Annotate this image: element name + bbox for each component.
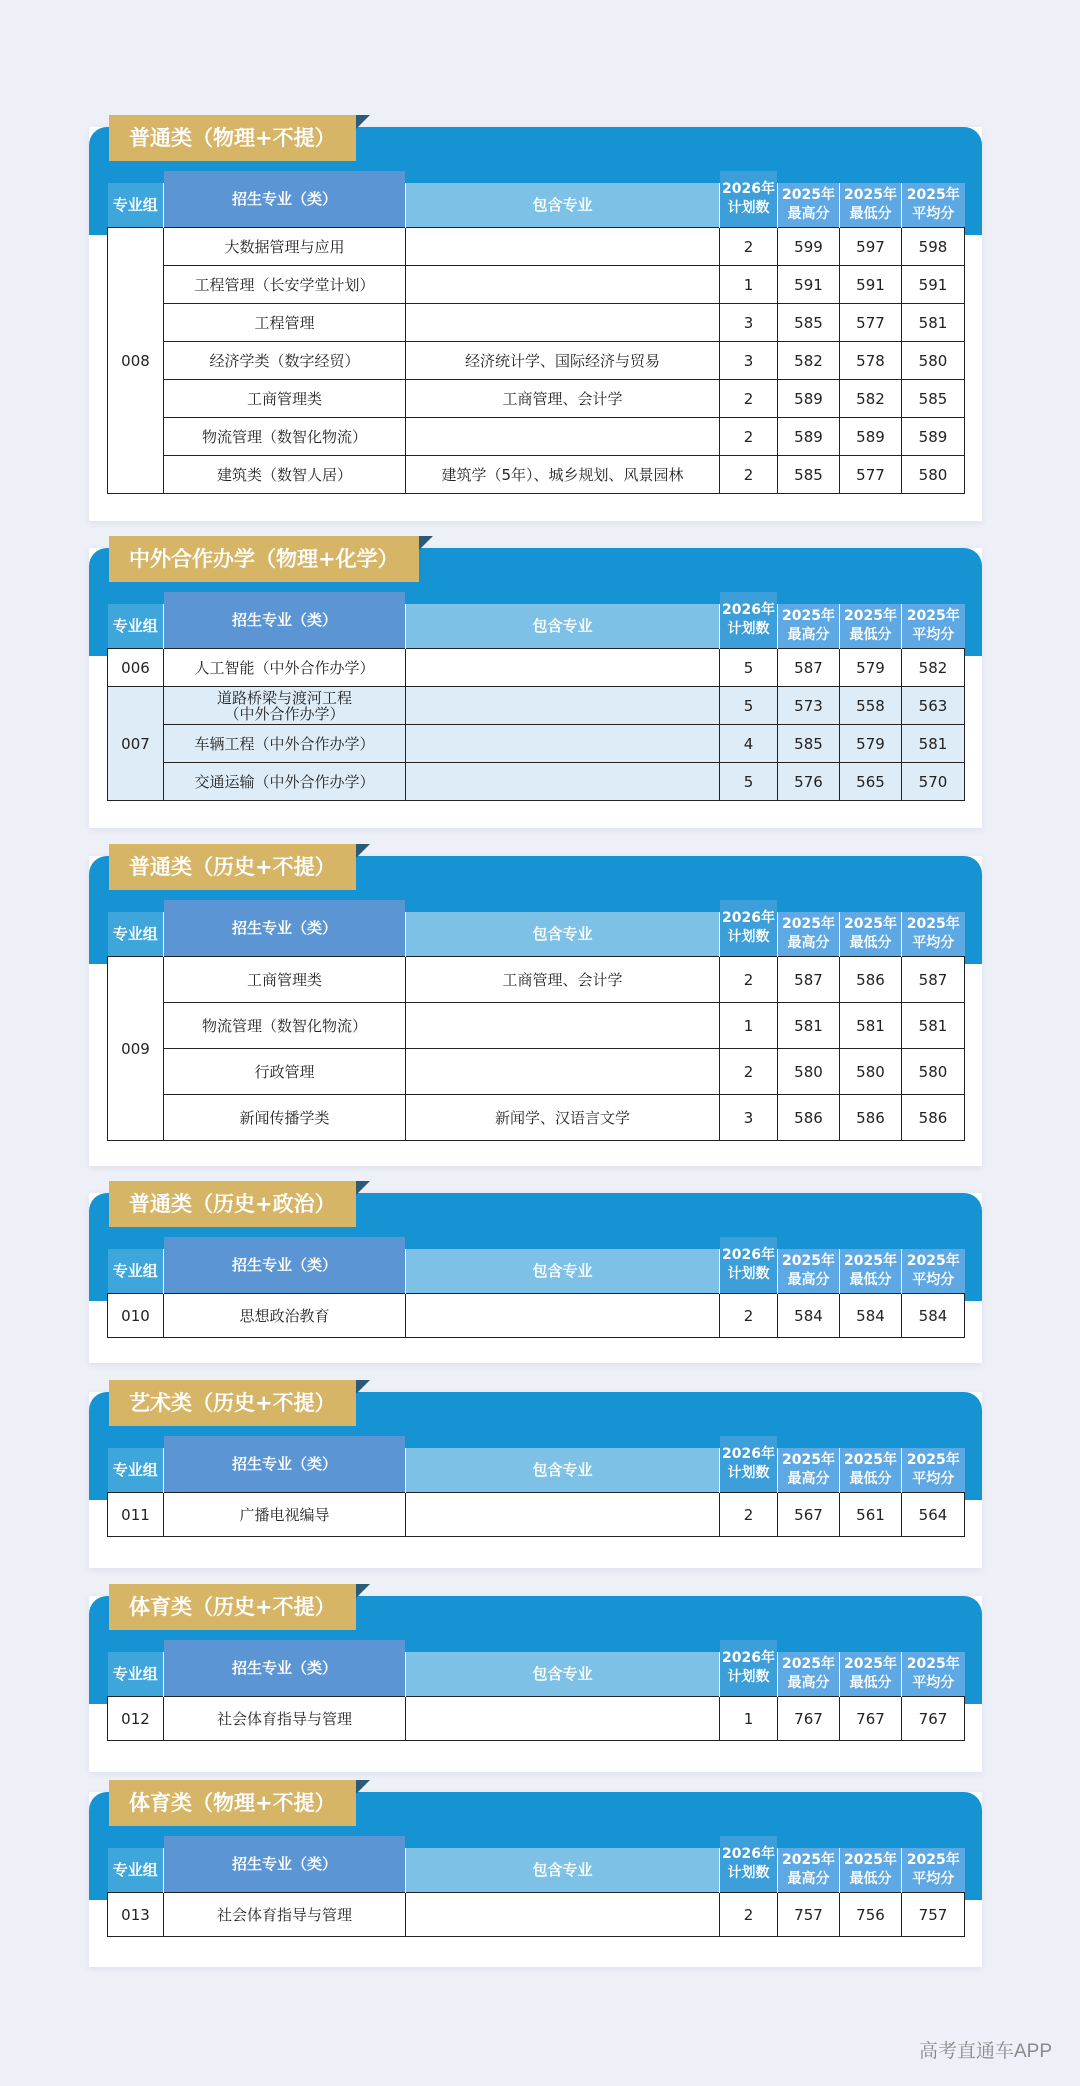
header-include: 包含专业 <box>406 912 720 957</box>
major-cell: 建筑类（数智人居） <box>164 456 406 494</box>
include-cell <box>406 1294 720 1338</box>
header-major: 招生专业（类） <box>164 1848 406 1893</box>
header-include: 包含专业 <box>406 1249 720 1294</box>
min-score-cell: 577 <box>840 456 902 494</box>
avg-score-cell: 587 <box>902 957 965 1003</box>
avg-score-cell: 585 <box>902 380 965 418</box>
major-cell: 工商管理类 <box>164 957 406 1003</box>
header-max: 2025年 最高分 <box>778 1249 840 1294</box>
max-score-cell: 589 <box>778 380 840 418</box>
header-min: 2025年 最低分 <box>840 1249 902 1294</box>
major-cell: 行政管理 <box>164 1049 406 1095</box>
score-table <box>107 912 965 1141</box>
header-group: 专业组 <box>108 1848 164 1893</box>
avg-score-cell: 581 <box>902 725 965 763</box>
avg-score-cell: 580 <box>902 342 965 380</box>
table-row <box>108 304 965 342</box>
score-table <box>107 604 965 801</box>
include-cell: 经济统计学、国际经济与贸易 <box>406 342 720 380</box>
major-cell: 工程管理 <box>164 304 406 342</box>
max-score-cell: 567 <box>778 1493 840 1537</box>
plan-cell: 1 <box>720 1003 778 1049</box>
header-max: 2025年 最高分 <box>778 1448 840 1493</box>
group-code: 009 <box>108 957 164 1141</box>
plan-cell: 2 <box>720 1493 778 1537</box>
include-cell <box>406 1893 720 1937</box>
max-score-cell: 585 <box>778 725 840 763</box>
table-row <box>108 380 965 418</box>
table-row <box>108 725 965 763</box>
include-cell: 工商管理、会计学 <box>406 957 720 1003</box>
min-score-cell: 580 <box>840 1049 902 1095</box>
max-score-cell: 599 <box>778 228 840 266</box>
include-cell <box>406 1049 720 1095</box>
section-title: 艺术类（历史+不提） <box>109 1380 356 1426</box>
major-cell: 车辆工程（中外合作办学） <box>164 725 406 763</box>
header-group: 专业组 <box>108 1249 164 1294</box>
plan-cell: 3 <box>720 304 778 342</box>
min-score-cell: 767 <box>840 1697 902 1741</box>
header-group: 专业组 <box>108 604 164 649</box>
table-row <box>108 228 965 266</box>
section-title: 普通类（历史+政治） <box>109 1181 356 1227</box>
header-max: 2025年 最高分 <box>778 1848 840 1893</box>
group-code: 012 <box>108 1697 164 1741</box>
header-avg: 2025年 平均分 <box>902 183 965 228</box>
table-row <box>108 1294 965 1338</box>
section-title: 体育类（物理+不提） <box>109 1780 356 1826</box>
include-cell <box>406 228 720 266</box>
header-row <box>108 1848 965 1893</box>
table-row <box>108 266 965 304</box>
max-score-cell: 580 <box>778 1049 840 1095</box>
header-avg: 2025年 平均分 <box>902 1848 965 1893</box>
plan-cell: 4 <box>720 725 778 763</box>
header-avg: 2025年 平均分 <box>902 1652 965 1697</box>
min-score-cell: 558 <box>840 687 902 725</box>
score-table <box>107 1848 965 1937</box>
max-score-cell: 581 <box>778 1003 840 1049</box>
min-score-cell: 581 <box>840 1003 902 1049</box>
include-cell <box>406 1697 720 1741</box>
avg-score-cell: 757 <box>902 1893 965 1937</box>
major-cell: 思想政治教育 <box>164 1294 406 1338</box>
max-score-cell: 757 <box>778 1893 840 1937</box>
plan-cell: 2 <box>720 1049 778 1095</box>
min-score-cell: 756 <box>840 1893 902 1937</box>
table-row <box>108 342 965 380</box>
min-score-cell: 579 <box>840 649 902 687</box>
score-table <box>107 1652 965 1741</box>
header-group: 专业组 <box>108 183 164 228</box>
table-row <box>108 1003 965 1049</box>
max-score-cell: 587 <box>778 957 840 1003</box>
header-min: 2025年 最低分 <box>840 604 902 649</box>
include-cell <box>406 266 720 304</box>
table-row <box>108 456 965 494</box>
plan-cell: 2 <box>720 1294 778 1338</box>
include-cell <box>406 418 720 456</box>
header-row <box>108 1652 965 1697</box>
max-score-cell: 586 <box>778 1095 840 1141</box>
avg-score-cell: 591 <box>902 266 965 304</box>
plan-cell: 2 <box>720 1893 778 1937</box>
min-score-cell: 597 <box>840 228 902 266</box>
table-row <box>108 1095 965 1141</box>
include-cell <box>406 725 720 763</box>
table-row <box>108 418 965 456</box>
header-major: 招生专业（类） <box>164 1249 406 1294</box>
include-cell: 新闻学、汉语言文学 <box>406 1095 720 1141</box>
avg-score-cell: 582 <box>902 649 965 687</box>
avg-score-cell: 589 <box>902 418 965 456</box>
plan-cell: 3 <box>720 1095 778 1141</box>
plan-cell: 2 <box>720 957 778 1003</box>
header-min: 2025年 最低分 <box>840 1652 902 1697</box>
header-plan: 2026年 计划数 <box>720 1652 778 1697</box>
min-score-cell: 561 <box>840 1493 902 1537</box>
min-score-cell: 579 <box>840 725 902 763</box>
major-cell: 物流管理（数智化物流） <box>164 1003 406 1049</box>
header-plan: 2026年 计划数 <box>720 1848 778 1893</box>
header-min: 2025年 最低分 <box>840 912 902 957</box>
header-min: 2025年 最低分 <box>840 1848 902 1893</box>
max-score-cell: 591 <box>778 266 840 304</box>
include-cell <box>406 1493 720 1537</box>
max-score-cell: 767 <box>778 1697 840 1741</box>
avg-score-cell: 581 <box>902 304 965 342</box>
group-code: 006 <box>108 649 164 687</box>
section-card <box>89 1392 982 1568</box>
header-include: 包含专业 <box>406 1448 720 1493</box>
section-card <box>89 548 982 828</box>
watermark: 高考直通车APP <box>918 2041 1052 2062</box>
max-score-cell: 589 <box>778 418 840 456</box>
header-major: 招生专业（类） <box>164 183 406 228</box>
header-max: 2025年 最高分 <box>778 912 840 957</box>
major-cell: 工程管理（长安学堂计划） <box>164 266 406 304</box>
score-table <box>107 183 965 494</box>
avg-score-cell: 580 <box>902 456 965 494</box>
major-cell: 道路桥梁与渡河工程 （中外合作办学） <box>164 687 406 725</box>
include-cell <box>406 1003 720 1049</box>
major-cell: 物流管理（数智化物流） <box>164 418 406 456</box>
table-row <box>108 763 965 801</box>
avg-score-cell: 580 <box>902 1049 965 1095</box>
header-group: 专业组 <box>108 1448 164 1493</box>
plan-cell: 1 <box>720 1697 778 1741</box>
group-code: 010 <box>108 1294 164 1338</box>
header-row <box>108 1448 965 1493</box>
avg-score-cell: 584 <box>902 1294 965 1338</box>
major-cell: 社会体育指导与管理 <box>164 1697 406 1741</box>
min-score-cell: 586 <box>840 957 902 1003</box>
plan-cell: 5 <box>720 763 778 801</box>
header-major: 招生专业（类） <box>164 1448 406 1493</box>
section-card <box>89 856 982 1166</box>
max-score-cell: 587 <box>778 649 840 687</box>
section-card <box>89 1792 982 1967</box>
header-min: 2025年 最低分 <box>840 183 902 228</box>
section-card <box>89 1596 982 1772</box>
section-card <box>89 1193 982 1363</box>
header-plan: 2026年 计划数 <box>720 604 778 649</box>
score-table <box>107 1249 965 1338</box>
plan-cell: 5 <box>720 687 778 725</box>
header-include: 包含专业 <box>406 1652 720 1697</box>
header-plan: 2026年 计划数 <box>720 912 778 957</box>
group-code: 008 <box>108 228 164 494</box>
avg-score-cell: 564 <box>902 1493 965 1537</box>
table-row <box>108 1697 965 1741</box>
header-max: 2025年 最高分 <box>778 604 840 649</box>
header-include: 包含专业 <box>406 1848 720 1893</box>
avg-score-cell: 581 <box>902 1003 965 1049</box>
include-cell <box>406 687 720 725</box>
header-avg: 2025年 平均分 <box>902 912 965 957</box>
plan-cell: 1 <box>720 266 778 304</box>
major-cell: 大数据管理与应用 <box>164 228 406 266</box>
header-plan: 2026年 计划数 <box>720 183 778 228</box>
score-table <box>107 1448 965 1537</box>
max-score-cell: 584 <box>778 1294 840 1338</box>
group-code: 007 <box>108 687 164 801</box>
max-score-cell: 582 <box>778 342 840 380</box>
table-row <box>108 957 965 1003</box>
avg-score-cell: 570 <box>902 763 965 801</box>
header-major: 招生专业（类） <box>164 1652 406 1697</box>
header-avg: 2025年 平均分 <box>902 1249 965 1294</box>
max-score-cell: 585 <box>778 456 840 494</box>
header-plan: 2026年 计划数 <box>720 1448 778 1493</box>
header-major: 招生专业（类） <box>164 912 406 957</box>
plan-cell: 2 <box>720 228 778 266</box>
section-title: 普通类（历史+不提） <box>109 844 356 890</box>
header-avg: 2025年 平均分 <box>902 604 965 649</box>
group-code: 013 <box>108 1893 164 1937</box>
header-row <box>108 1249 965 1294</box>
min-score-cell: 589 <box>840 418 902 456</box>
header-include: 包含专业 <box>406 604 720 649</box>
section-card <box>89 127 982 521</box>
max-score-cell: 585 <box>778 304 840 342</box>
header-group: 专业组 <box>108 912 164 957</box>
min-score-cell: 584 <box>840 1294 902 1338</box>
header-plan: 2026年 计划数 <box>720 1249 778 1294</box>
header-min: 2025年 最低分 <box>840 1448 902 1493</box>
plan-cell: 3 <box>720 342 778 380</box>
min-score-cell: 586 <box>840 1095 902 1141</box>
max-score-cell: 576 <box>778 763 840 801</box>
include-cell: 工商管理、会计学 <box>406 380 720 418</box>
header-group: 专业组 <box>108 1652 164 1697</box>
header-avg: 2025年 平均分 <box>902 1448 965 1493</box>
table-row <box>108 687 965 725</box>
major-cell: 工商管理类 <box>164 380 406 418</box>
header-row <box>108 183 965 228</box>
max-score-cell: 573 <box>778 687 840 725</box>
min-score-cell: 578 <box>840 342 902 380</box>
header-max: 2025年 最高分 <box>778 1652 840 1697</box>
header-max: 2025年 最高分 <box>778 183 840 228</box>
header-row <box>108 604 965 649</box>
include-cell: 建筑学（5年）、城乡规划、风景园林 <box>406 456 720 494</box>
avg-score-cell: 598 <box>902 228 965 266</box>
plan-cell: 2 <box>720 418 778 456</box>
min-score-cell: 591 <box>840 266 902 304</box>
table-row <box>108 1049 965 1095</box>
section-title: 体育类（历史+不提） <box>109 1584 356 1630</box>
header-major: 招生专业（类） <box>164 604 406 649</box>
table-row <box>108 649 965 687</box>
section-title: 中外合作办学（物理+化学） <box>109 536 419 582</box>
min-score-cell: 565 <box>840 763 902 801</box>
major-cell: 经济学类（数字经贸） <box>164 342 406 380</box>
major-cell: 交通运输（中外合作办学） <box>164 763 406 801</box>
plan-cell: 2 <box>720 456 778 494</box>
header-include: 包含专业 <box>406 183 720 228</box>
major-cell: 人工智能（中外合作办学） <box>164 649 406 687</box>
plan-cell: 2 <box>720 380 778 418</box>
table-row <box>108 1493 965 1537</box>
plan-cell: 5 <box>720 649 778 687</box>
major-cell: 社会体育指导与管理 <box>164 1893 406 1937</box>
group-code: 011 <box>108 1493 164 1537</box>
major-cell: 新闻传播学类 <box>164 1095 406 1141</box>
min-score-cell: 582 <box>840 380 902 418</box>
avg-score-cell: 767 <box>902 1697 965 1741</box>
include-cell <box>406 649 720 687</box>
include-cell <box>406 763 720 801</box>
section-title: 普通类（物理+不提） <box>109 115 356 161</box>
include-cell <box>406 304 720 342</box>
table-row <box>108 1893 965 1937</box>
avg-score-cell: 563 <box>902 687 965 725</box>
avg-score-cell: 586 <box>902 1095 965 1141</box>
header-row <box>108 912 965 957</box>
min-score-cell: 577 <box>840 304 902 342</box>
major-cell: 广播电视编导 <box>164 1493 406 1537</box>
